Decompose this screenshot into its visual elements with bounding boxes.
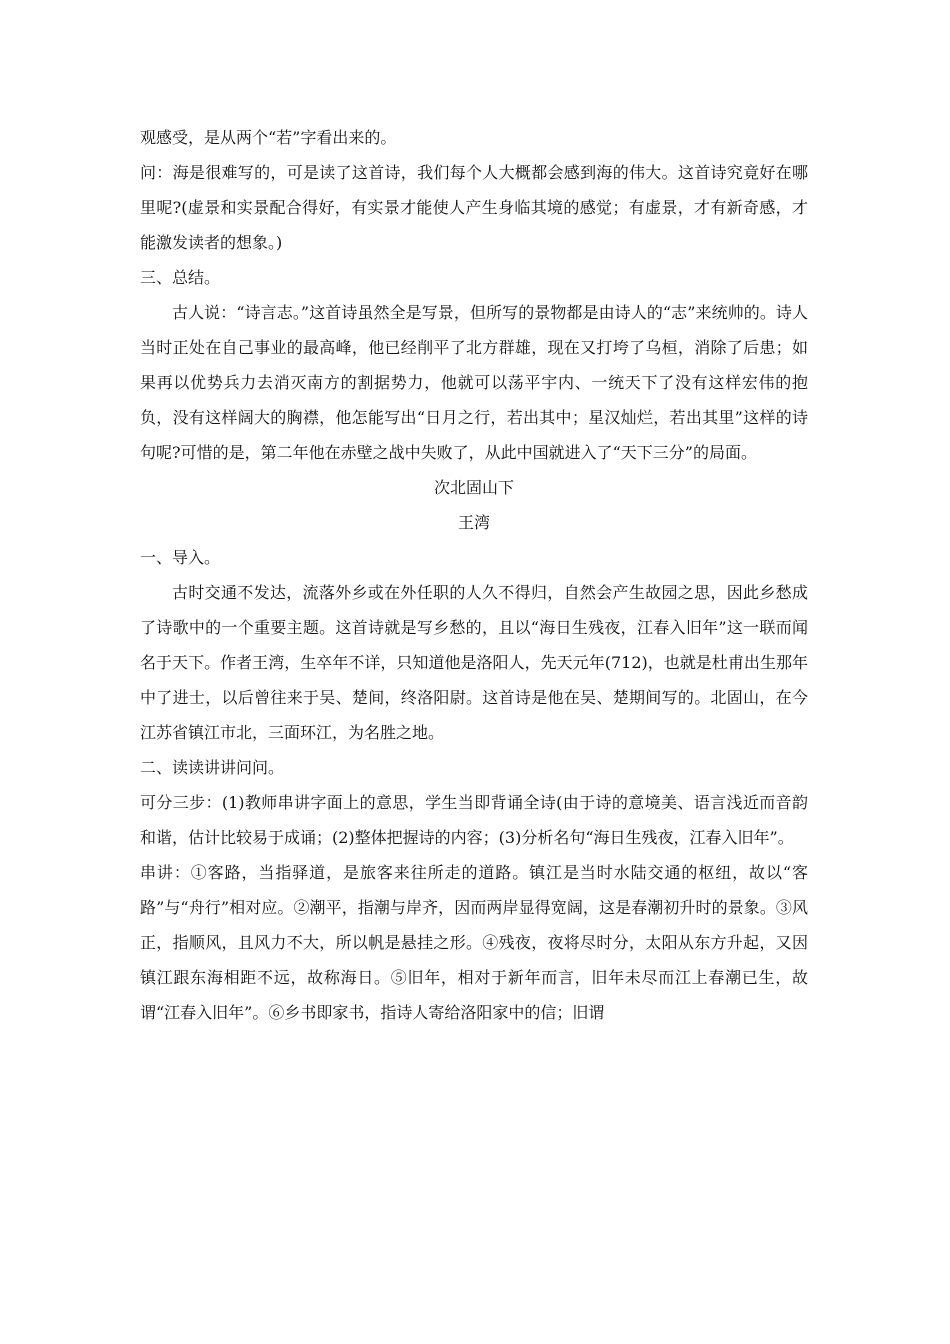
document-body (140, 120, 808, 1030)
steps-paragraph: 可分三步：(1)教师串讲字面上的意思，学生当即背诵全诗(由于诗的意境美、语言浅近而音韵和谐，估计比较易于成诵；(2)整体把握诗的内容；(3)分析名句“海日生残夜，江春入旧年”。 (140, 793, 808, 847)
intro-paragraph: 古时交通不发达，流落外乡或在外任职的人久不得归，自然会产生故园之思，因此乡愁成了诗歌中的一个重要主题。这首诗就是写乡愁的，且以“海日生残夜，江春入旧年”这一联而闻名于天下。作者王湾，生卒年不详，只知道他是洛阳人，先天元年(712)，也就是杜甫出生那年中了进士，以后曾往来于吴、楚间，终洛阳尉。这首诗是他在吴、楚期间写的。北固山，在今江苏省镇江市北，三面环江，为名胜之地。 (140, 583, 808, 742)
poem-author: 王湾 (457, 513, 490, 532)
section-heading-summary: 三、总结。 (140, 268, 221, 287)
explanation-paragraph: 串讲：①客路，当指驿道，是旅客来往所走的道路。镇江是当时水陆交通的枢纽，故以“客路”与“舟行”相对应。②潮平，指潮与岸齐，因而两岸显得宽阔，这是春潮初升时的景象。③风正，指顺风，且风力不大，所以帆是悬挂之形。④残夜，夜将尽时分，太阳从东方升起，又因镇江跟东海相距不远，故称海日。⑤旧年，相对于新年而言，旧年未尽而江上春潮已生，故谓“江春入旧年”。⑥乡书即家书，指诗人寄给洛阳家中的信；旧谓 (140, 863, 808, 1022)
paragraph-continuation: 观感受，是从两个“若”字看出来的。 (140, 128, 397, 147)
section-heading-reading: 二、读读讲讲问问。 (140, 758, 285, 777)
poem-title: 次北固山下 (433, 478, 514, 497)
question-paragraph: 问：海是很难写的，可是读了这首诗，我们每个人大概都会感到海的伟大。这首诗究竟好在哪里呢?(虚景和实景配合得好，有实景才能使人产生身临其境的感觉；有虚景，才有新奇感，才能激发读者的想象。) (140, 163, 808, 252)
section-heading-intro: 一、导入。 (140, 548, 221, 567)
summary-paragraph: 古人说：“诗言志。”这首诗虽然全是写景，但所写的景物都是由诗人的“志”来统帅的。诗人当时正处在自己事业的最高峰，他已经削平了北方群雄，现在又打垮了乌桓，消除了后患；如果再以优势兵力去消灭南方的割据势力，他就可以荡平宇内、一统天下了没有这样宏伟的抱负，没有这样阔大的胸襟，他怎能写出“日月之行，若出其中；星汉灿烂，若出其里”这样的诗句呢?可惜的是，第二年他在赤壁之战中失败了，从此中国就进入了“天下三分”的局面。 (140, 303, 808, 462)
